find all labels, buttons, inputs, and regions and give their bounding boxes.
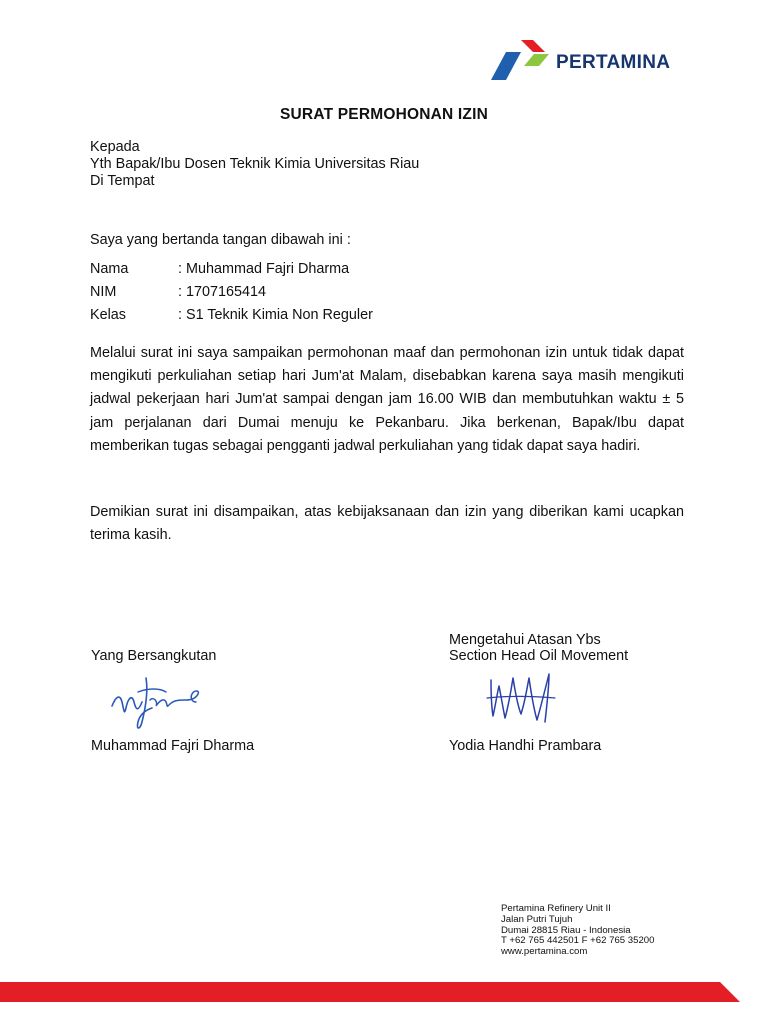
right-signatory-name: Yodia Handhi Prambara: [449, 738, 602, 754]
pertamina-logo: [487, 38, 687, 88]
footer-address-line: T +62 765 442501 F +62 765 35200: [501, 935, 655, 947]
footer-address-line: Pertamina Refinery Unit II: [501, 903, 611, 914]
recipient-block: [90, 139, 419, 190]
left-signatory-name: Muhammad Fajri Dharma: [91, 738, 255, 754]
identity-value: : Muhammad Fajri Dharma: [178, 261, 350, 277]
footer-address: [501, 904, 654, 958]
footer-address-line: Dumai 28815 Riau - Indonesia: [501, 924, 631, 936]
right-signature-image: [485, 668, 565, 730]
identity-label: NIM: [90, 284, 117, 300]
identity-row-nim: [90, 284, 266, 300]
logo-green-shape: [524, 54, 549, 66]
logo-wordmark: PERTAMINA: [556, 52, 671, 73]
logo-blue-shape: [491, 52, 521, 80]
pertamina-logo-mark: [487, 38, 551, 88]
intro-text: Saya yang bertanda tangan dibawah ini :: [90, 232, 351, 248]
right-signatory-role-line1: Mengetahui Atasan Ybs: [449, 632, 601, 648]
footer-address-line: Jalan Putri Tujuh: [501, 913, 573, 925]
identity-row-name: [90, 261, 349, 277]
closing-paragraph: Demikian surat ini disampaikan, atas kebijaksanaan dan izin yang diberikan kami ucapkan terima kasih.: [90, 504, 684, 544]
footer-red-bar: [0, 972, 768, 1002]
identity-label: Nama: [90, 261, 129, 277]
body-paragraph: Melalui surat ini saya sampaikan permohonan maaf dan permohonan izin untuk tidak dapat mengikuti perkuliahan setiap hari Jum'at Malam, disebabkan karena saya masih mengikuti jadwal pekerjaan hari Jum'at sampai dengan jam 16.00 WIB dan membutuhkan waktu ± 5 jam perjalanan dari Dumai menuju ke Pekanbaru. Jika berkenan, Bapak/Ibu dapat memberikan tugas sebagai pengganti jadwal perkuliahan yang tidak dapat saya hadiri.: [90, 345, 684, 454]
left-signature-image: [108, 672, 204, 734]
identity-row-class: [90, 307, 373, 323]
recipient-name: Yth Bapak/Ibu Dosen Teknik Kimia Universitas Riau: [90, 156, 420, 172]
right-signatory-role-line2: Section Head Oil Movement: [449, 648, 629, 664]
footer-address-line: www.pertamina.com: [501, 946, 588, 958]
recipient-to: Kepada: [90, 139, 140, 155]
letter-title: SURAT PERMOHONAN IZIN: [280, 106, 488, 123]
recipient-place: Di Tempat: [90, 173, 155, 189]
identity-value: : S1 Teknik Kimia Non Reguler: [178, 307, 373, 323]
identity-value: : 1707165414: [178, 284, 267, 300]
identity-label: Kelas: [90, 307, 126, 323]
logo-red-shape: [521, 40, 545, 52]
left-signatory-role: Yang Bersangkutan: [91, 648, 217, 664]
